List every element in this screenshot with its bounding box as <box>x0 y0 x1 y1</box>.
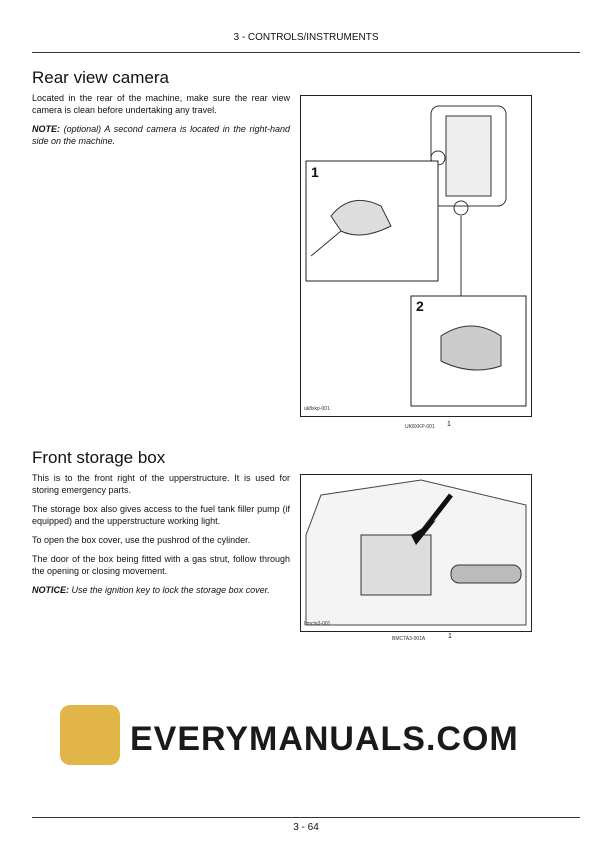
paragraph: This is to the front right of the upperstructure. It is used for storing emergency parts. <box>32 473 290 495</box>
figure-inner-label: 8mcta3-001 <box>304 621 331 627</box>
paragraph: To open the box cover, use the pushrod of the cylinder. <box>32 535 251 545</box>
notice <box>32 584 290 596</box>
camera-illustration <box>301 96 531 416</box>
notice-label: NOTICE: <box>32 585 69 595</box>
note-text: (optional) A second camera is located in the right-hand side on the machine. <box>32 124 290 146</box>
figure-caption: BMCTA3-001A <box>392 636 426 642</box>
figure-inner-label: uk8xkp-001 <box>304 406 330 412</box>
page-header: 3 - CONTROLS/INSTRUMENTS <box>233 32 379 43</box>
paragraph: The storage box also gives access to the fuel tank filler pump (if equipped) and the upperstructure working light. <box>32 504 290 526</box>
notice-text: Use the ignition key to lock the storage box cover. <box>69 585 270 595</box>
section-title: Rear view camera <box>32 68 169 87</box>
callout-2: 2 <box>416 298 424 314</box>
note-label: NOTE: <box>32 124 60 134</box>
paragraph: Located in the rear of the machine, make sure the rear view camera is clean before undertaking any travel. <box>32 93 290 115</box>
header-rule <box>32 52 580 53</box>
storage-box-illustration <box>301 475 531 631</box>
paragraph: The door of the box being fitted with a gas strut, follow through the opening or closing movement. <box>32 554 290 576</box>
section-body <box>32 472 290 603</box>
section-title: Front storage box <box>32 448 166 467</box>
watermark: EVERYMANUALS.COM <box>130 720 519 758</box>
note <box>32 123 290 147</box>
watermark-logo <box>60 705 120 765</box>
figure-number: 1 <box>447 421 451 428</box>
figure-storage-box <box>300 474 532 632</box>
section-body <box>32 92 290 154</box>
page-number: 3 - 64 <box>293 822 319 833</box>
figure-number: 1 <box>448 633 452 640</box>
footer-rule <box>32 817 580 818</box>
callout-1: 1 <box>311 164 319 180</box>
figure-rear-camera <box>300 95 532 417</box>
figure-caption: UK8XKP-001 <box>405 424 435 430</box>
